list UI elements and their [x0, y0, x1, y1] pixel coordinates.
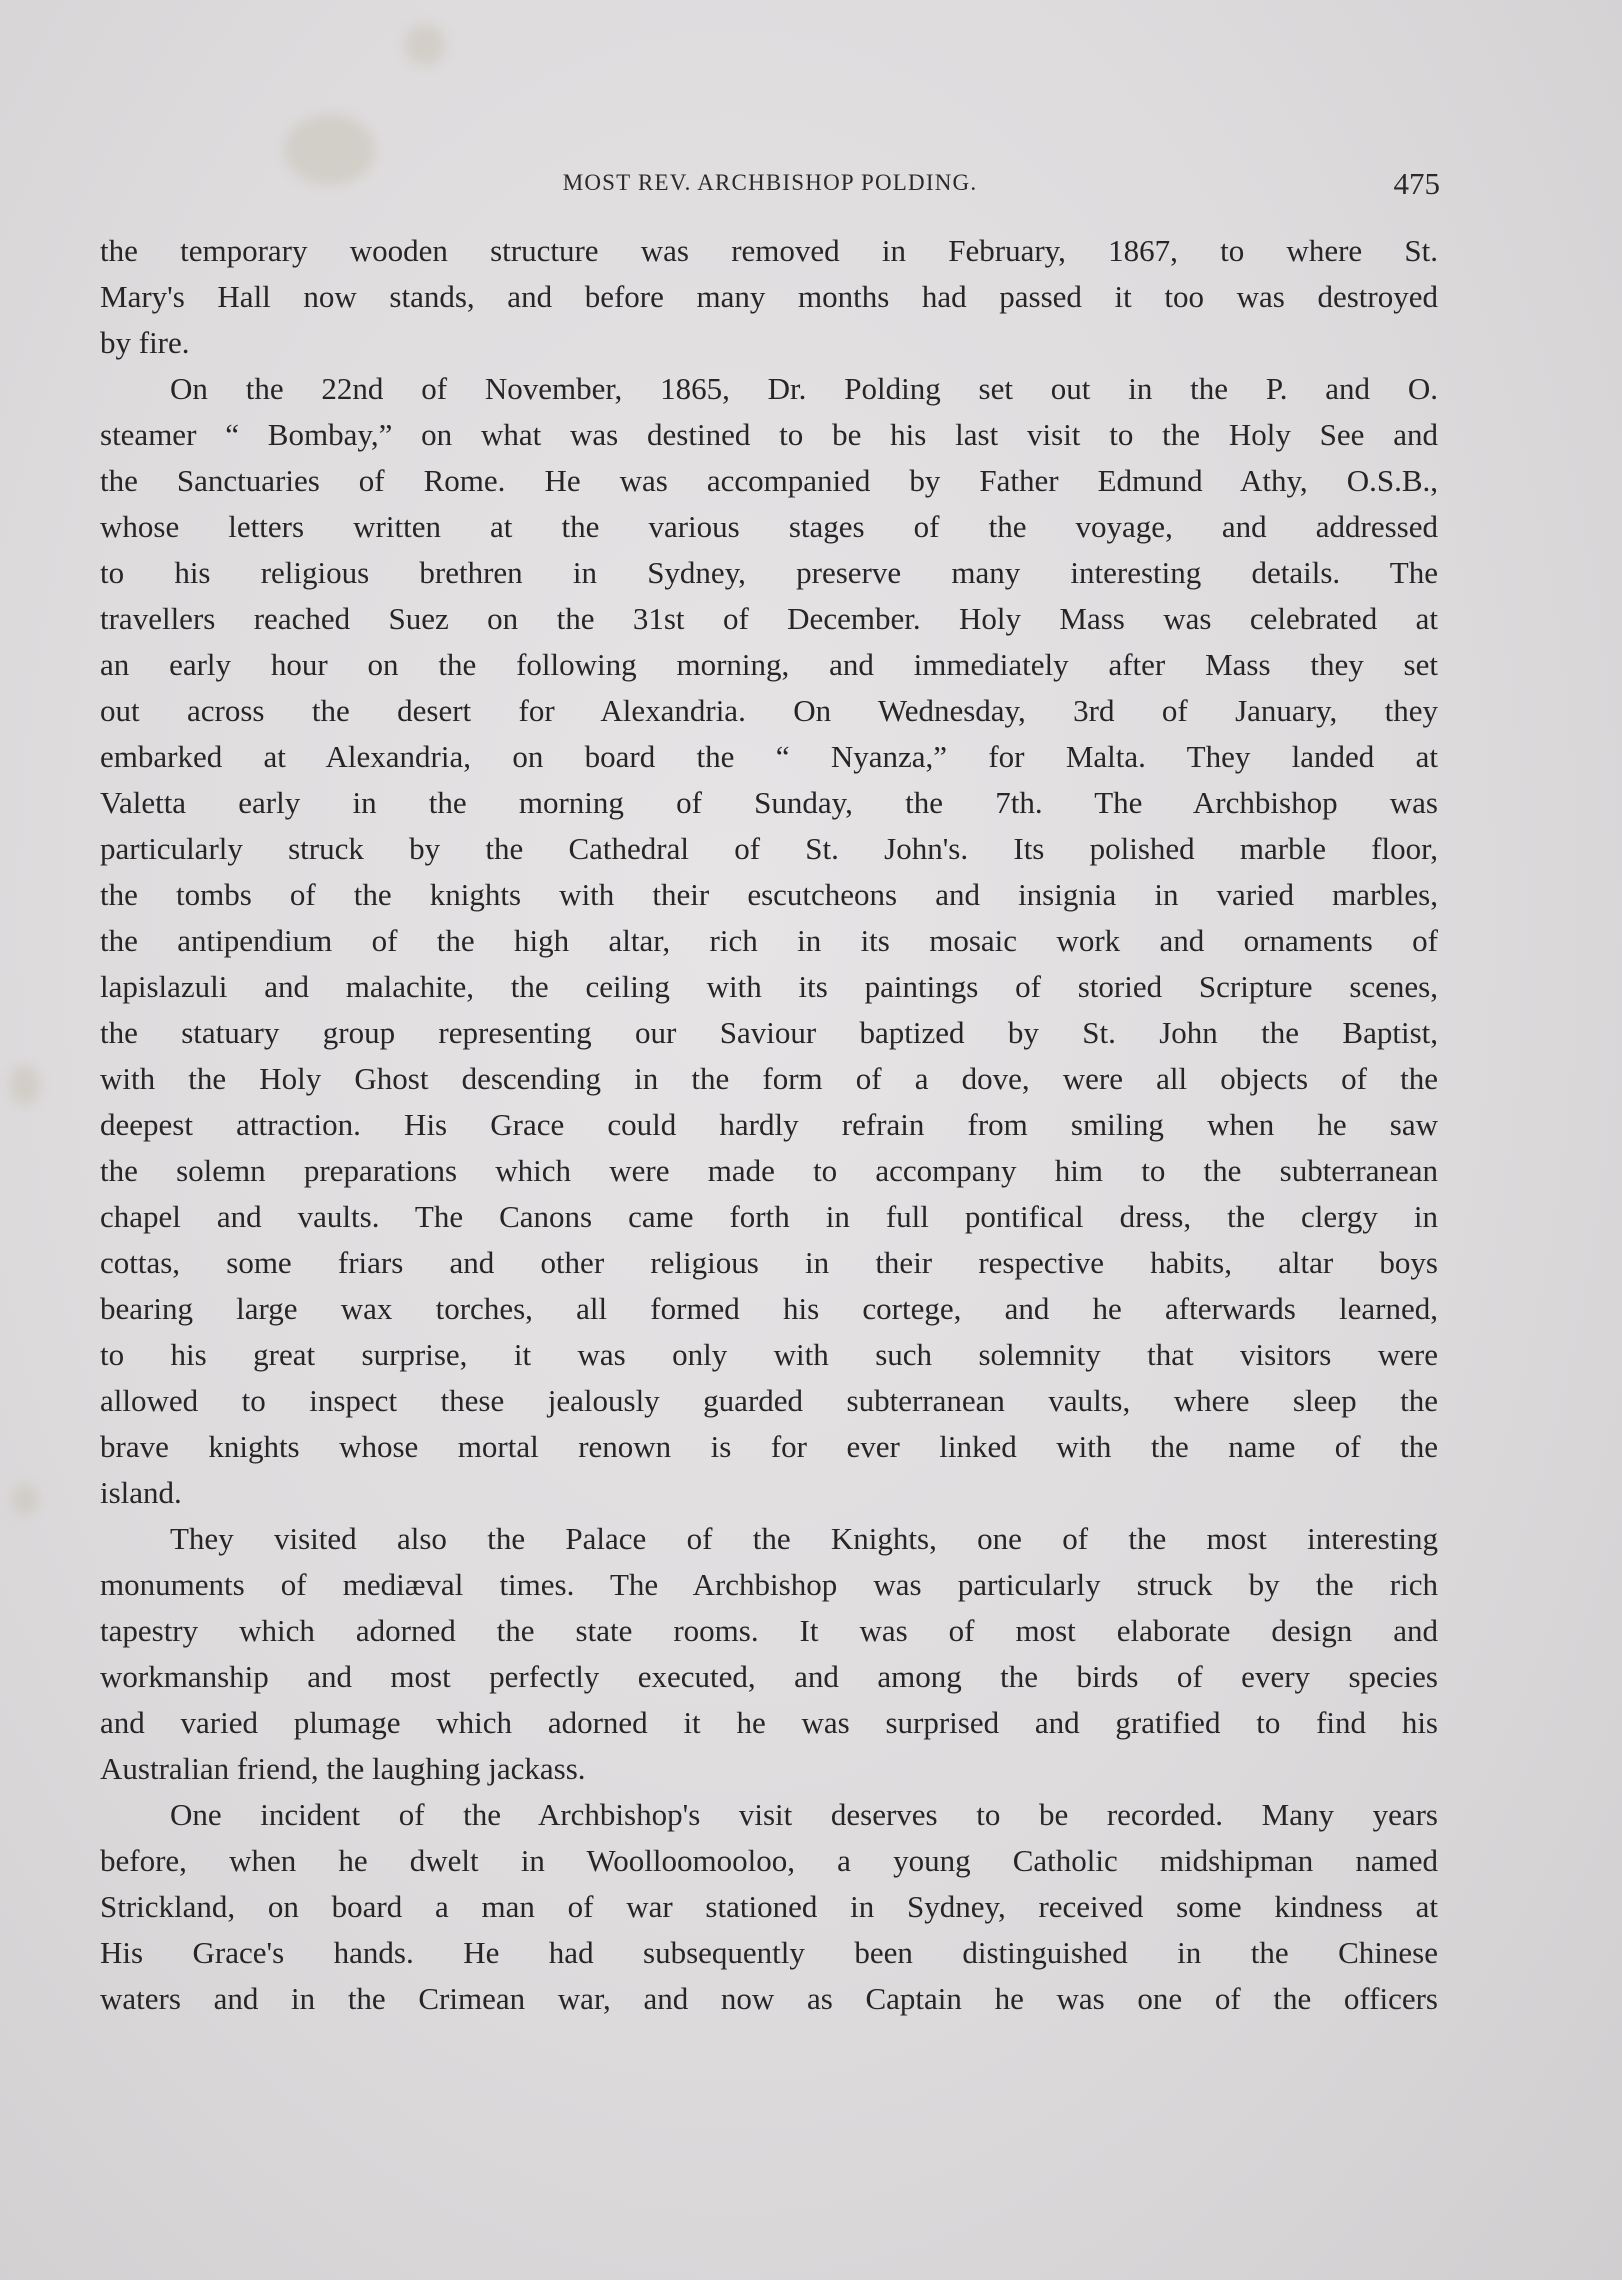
- text-line: the solemn preparations which were made to accompany him to the subterranean: [100, 1153, 1438, 1188]
- text-line: They visited also the Palace of the Knights, one of the most interesting: [170, 1521, 1438, 1556]
- running-head: [100, 166, 1440, 206]
- text-line: an early hour on the following morning, and immediately after Mass they set: [100, 647, 1438, 682]
- text-line: particularly struck by the Cathedral of St. John's. Its polished marble floor,: [100, 831, 1438, 866]
- text-line: tapestry which adorned the state rooms. It was of most elaborate design and: [100, 1613, 1438, 1648]
- text-line: the Sanctuaries of Rome. He was accompanied by Father Edmund Athy, O.S.B.,: [100, 463, 1438, 498]
- text-line: whose letters written at the various stages of the voyage, and addressed: [100, 509, 1438, 544]
- text-line: before, when he dwelt in Woolloomooloo, a young Catholic midshipman named: [100, 1843, 1438, 1878]
- text-line: to his great surprise, it was only with such solemnity that visitors were: [100, 1337, 1438, 1372]
- text-line: steamer “ Bombay,” on what was destined to be his last visit to the Holy See and: [100, 417, 1438, 452]
- text-line: the antipendium of the high altar, rich in its mosaic work and ornaments of: [100, 923, 1438, 958]
- text-line: and varied plumage which adorned it he was surprised and gratified to find his: [100, 1705, 1438, 1740]
- text-line: Valetta early in the morning of Sunday, the 7th. The Archbishop was: [100, 785, 1438, 820]
- text-line: out across the desert for Alexandria. On Wednesday, 3rd of January, they: [100, 693, 1438, 728]
- text-line: brave knights whose mortal renown is for ever linked with the name of the: [100, 1429, 1438, 1464]
- body-text: [100, 228, 1438, 2022]
- text-line: monuments of mediæval times. The Archbishop was particularly struck by the rich: [100, 1567, 1438, 1602]
- text-line: allowed to inspect these jealously guarded subterranean vaults, where sleep the: [100, 1383, 1438, 1418]
- text-line: by fire.: [100, 325, 190, 360]
- foxing-spot: [405, 25, 445, 65]
- text-line: the temporary wooden structure was removed in February, 1867, to where St.: [100, 233, 1438, 268]
- text-line: bearing large wax torches, all formed his cortege, and he afterwards learned,: [100, 1291, 1438, 1326]
- text-line: Australian friend, the laughing jackass.: [100, 1751, 586, 1786]
- text-line: Strickland, on board a man of war stationed in Sydney, received some kindness at: [100, 1889, 1438, 1924]
- text-line: One incident of the Archbishop's visit deserves to be recorded. Many years: [170, 1797, 1438, 1832]
- text-line: island.: [100, 1475, 182, 1510]
- foxing-spot: [10, 1065, 40, 1105]
- page-number: 475: [1393, 166, 1440, 201]
- text-line: cottas, some friars and other religious in their respective habits, altar boys: [100, 1245, 1438, 1280]
- text-line: chapel and vaults. The Canons came forth in full pontifical dress, the clergy in: [100, 1199, 1438, 1234]
- text-line: On the 22nd of November, 1865, Dr. Polding set out in the P. and O.: [170, 371, 1438, 406]
- text-line: the statuary group representing our Saviour baptized by St. John the Baptist,: [100, 1015, 1438, 1050]
- running-title: MOST REV. ARCHBISHOP POLDING.: [562, 170, 978, 195]
- text-line: the tombs of the knights with their escutcheons and insignia in varied marbles,: [100, 877, 1438, 912]
- text-line: His Grace's hands. He had subsequently been distinguished in the Chinese: [100, 1935, 1438, 1970]
- text-line: deepest attraction. His Grace could hardly refrain from smiling when he saw: [100, 1107, 1438, 1142]
- text-line: waters and in the Crimean war, and now as Captain he was one of the officers: [100, 1981, 1438, 2016]
- foxing-spot: [12, 1485, 38, 1515]
- text-line: workmanship and most perfectly executed, and among the birds of every species: [100, 1659, 1438, 1694]
- text-line: embarked at Alexandria, on board the “ Nyanza,” for Malta. They landed at: [100, 739, 1438, 774]
- text-line: Mary's Hall now stands, and before many months had passed it too was destroyed: [100, 279, 1438, 314]
- text-line: with the Holy Ghost descending in the form of a dove, were all objects of the: [100, 1061, 1438, 1096]
- text-line: lapislazuli and malachite, the ceiling with its paintings of storied Scripture scenes,: [100, 969, 1438, 1004]
- text-line: to his religious brethren in Sydney, preserve many interesting details. The: [100, 555, 1438, 590]
- text-line: travellers reached Suez on the 31st of December. Holy Mass was celebrated at: [100, 601, 1438, 636]
